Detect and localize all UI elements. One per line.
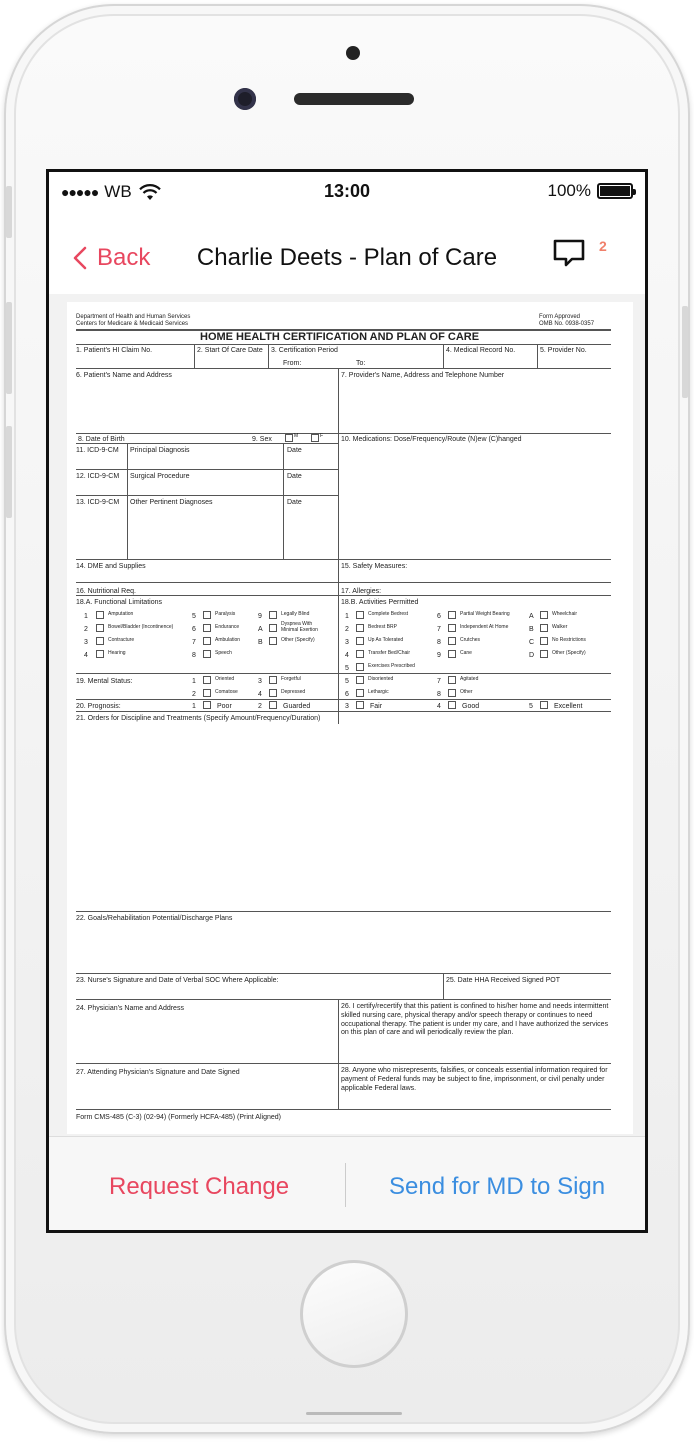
mental-status-checkbox[interactable] xyxy=(203,689,211,697)
field-11-label: 11. ICD-9-CM xyxy=(76,447,119,454)
activity-checkbox[interactable] xyxy=(356,663,364,671)
field-10-label: 10. Medications: Dose/Frequency/Route (N)ew (C)hanged xyxy=(341,436,522,443)
row-rule xyxy=(76,973,611,974)
limitation-label: Paralysis xyxy=(215,611,236,617)
limitation-checkbox[interactable] xyxy=(203,624,211,632)
row-rule xyxy=(76,711,611,712)
prognosis-checkbox[interactable] xyxy=(203,701,211,709)
activity-label: No Restrictions xyxy=(552,637,586,643)
activity-label: Wheelchair xyxy=(552,611,578,617)
activity-label: Partial Weight Bearing xyxy=(460,611,510,617)
field-18b-label: 18.B. Activities Permitted xyxy=(341,599,419,606)
row-rule xyxy=(76,495,338,496)
field-25-label: 25. Date HHA Received Signed POT xyxy=(446,977,561,984)
status-bar xyxy=(49,172,645,212)
activity-label: Walker xyxy=(552,624,568,630)
volume-up-button xyxy=(6,302,12,394)
field-8-label: 8. Date of Birth xyxy=(78,436,125,443)
form-title: HOME HEALTH CERTIFICATION AND PLAN OF CARE xyxy=(200,331,480,343)
mental-status-checkbox[interactable] xyxy=(203,676,211,684)
limitation-number: 3 xyxy=(84,639,88,646)
mental-status-number: 6 xyxy=(345,691,349,698)
bottom-action-bar xyxy=(49,1136,645,1230)
field-2-label: 2. Start Of Care Date xyxy=(197,347,263,354)
sex-m-label: M xyxy=(294,433,299,439)
field-9-label: 9. Sex xyxy=(252,436,272,443)
date-label: Date xyxy=(287,473,302,480)
prognosis-number: 3 xyxy=(345,703,349,710)
mental-status-number: 7 xyxy=(437,678,441,685)
activity-number: 4 xyxy=(345,652,349,659)
col-rule xyxy=(443,973,444,999)
battery-percent: 100% xyxy=(547,181,591,200)
row-rule xyxy=(76,582,611,583)
row-rule xyxy=(76,433,611,434)
app-screen xyxy=(46,169,648,1233)
activity-label: Independent At Home xyxy=(460,624,509,630)
col-rule xyxy=(443,344,444,368)
row-rule xyxy=(76,699,611,700)
prognosis-label: Poor xyxy=(217,703,232,710)
prognosis-number: 1 xyxy=(192,703,196,710)
limitation-label: Hearing xyxy=(108,650,126,656)
mental-status-number: 5 xyxy=(345,678,349,685)
activity-checkbox[interactable] xyxy=(356,624,364,632)
activity-number: B xyxy=(529,626,534,633)
limitation-number: 7 xyxy=(192,639,196,646)
activity-number: 2 xyxy=(345,626,349,633)
plan-of-care-form xyxy=(67,302,633,1134)
prognosis-checkbox[interactable] xyxy=(356,701,364,709)
field-12-label: 12. ICD-9-CM xyxy=(76,473,120,480)
field-27-label: 27. Attending Physician's Signature and Date Signed xyxy=(76,1069,240,1076)
row-rule xyxy=(76,1109,611,1110)
activity-checkbox[interactable] xyxy=(448,650,456,658)
activity-checkbox[interactable] xyxy=(540,637,548,645)
field-24-label: 24. Physician's Name and Address xyxy=(76,1005,184,1012)
activity-label: Cane xyxy=(460,650,472,656)
limitation-label: Legally Blind xyxy=(281,611,310,617)
field-18a-label: 18.A. Functional Limitations xyxy=(76,599,162,606)
limitation-number: 8 xyxy=(192,652,196,659)
prognosis-number: 2 xyxy=(258,703,262,710)
row-rule xyxy=(76,469,338,470)
field-26-certification: 26. I certify/recertify that this patient is confined to his/her home and needs intermittent skilled nursing care, physical therapy and/or speech therapy or continues to need occupational therapy. The patient is under my care, and I have authorized the services on this plan of care and will periodically review the plan. xyxy=(341,1003,609,1037)
approval-line-2: OMB No. 0938-0357 xyxy=(539,321,595,327)
limitation-label: Other (Specify) xyxy=(281,637,315,643)
mental-status-label: Disoriented xyxy=(368,676,394,682)
field-19-label: 19. Mental Status: xyxy=(76,678,133,685)
row-rule xyxy=(76,673,611,674)
row-rule xyxy=(76,368,611,369)
mental-status-checkbox[interactable] xyxy=(356,676,364,684)
field-21-label: 21. Orders for Discipline and Treatments (Specify Amount/Frequency/Duration) xyxy=(76,715,321,722)
field-23-label: 23. Nurse's Signature and Date of Verbal SOC Where Applicable: xyxy=(76,977,279,984)
row-rule xyxy=(76,559,611,560)
proximity-sensor xyxy=(346,46,360,60)
navigation-bar xyxy=(49,212,645,294)
activity-number: 3 xyxy=(345,639,349,646)
mental-status-checkbox[interactable] xyxy=(356,689,364,697)
activity-checkbox[interactable] xyxy=(448,624,456,632)
limitation-number: 2 xyxy=(84,626,88,633)
mental-status-checkbox[interactable] xyxy=(448,676,456,684)
field-16-label: 16. Nutritional Req. xyxy=(76,588,136,595)
row-rule xyxy=(76,595,611,596)
prognosis-number: 5 xyxy=(529,703,533,710)
limitation-number: 1 xyxy=(84,613,88,620)
activity-checkbox[interactable] xyxy=(356,637,364,645)
mental-status-label: Depressed xyxy=(281,689,306,695)
status-time: 13:00 xyxy=(323,181,371,201)
action-divider xyxy=(345,1163,346,1207)
col-rule xyxy=(194,344,195,368)
mute-switch xyxy=(6,186,12,238)
form-footer: Form CMS-485 (C-3) (02-94) (Formerly HCFA-485) (Print Aligned) xyxy=(76,1114,281,1121)
activity-label: Other (Specify) xyxy=(552,650,586,656)
comment-count-badge: 2 xyxy=(599,238,607,254)
mental-status-label: Comatose xyxy=(215,689,238,695)
limitation-checkbox[interactable] xyxy=(203,637,211,645)
page-title: Charlie Deets - Plan of Care xyxy=(196,244,498,271)
back-label: Back xyxy=(97,244,151,271)
field-1-label: 1. Patient's HI Claim No. xyxy=(76,347,153,354)
limitation-checkbox[interactable] xyxy=(96,637,104,645)
field-15-label: 15. Safety Measures: xyxy=(341,563,408,570)
mental-status-number: 4 xyxy=(258,691,262,698)
activity-checkbox[interactable] xyxy=(540,624,548,632)
row-rule xyxy=(76,999,611,1000)
mental-status-checkbox[interactable] xyxy=(269,689,277,697)
limitation-checkbox[interactable] xyxy=(203,650,211,658)
limitation-checkbox[interactable] xyxy=(203,611,211,619)
field-5-label: 5. Provider No. xyxy=(540,347,587,354)
bottom-edge xyxy=(306,1412,402,1415)
limitation-label: Bowel/Bladder (Incontinence) xyxy=(108,624,174,630)
activity-number: 1 xyxy=(345,613,349,620)
limitation-label: Amputation xyxy=(108,611,134,617)
activity-label: Exercises Prescribed xyxy=(368,663,415,669)
activity-checkbox[interactable] xyxy=(448,637,456,645)
col-rule xyxy=(283,443,284,559)
col-rule xyxy=(537,344,538,368)
mental-status-label: Oriented xyxy=(215,676,235,682)
limitation-number: 5 xyxy=(192,613,196,620)
mental-status-label: Forgetful xyxy=(281,676,301,682)
prognosis-checkbox[interactable] xyxy=(540,701,548,709)
field-3-label: 3. Certification Period xyxy=(271,347,338,354)
activity-number: 8 xyxy=(437,639,441,646)
activity-label: Transfer Bed/Chair xyxy=(368,650,411,656)
limitation-checkbox[interactable] xyxy=(96,650,104,658)
row-rule xyxy=(76,344,611,345)
send-for-md-button[interactable]: Send for MD to Sign xyxy=(389,1173,606,1200)
field-20-label: 20. Prognosis: xyxy=(76,703,121,710)
prognosis-label: Guarded xyxy=(283,703,311,710)
limitation-number: 6 xyxy=(192,626,196,633)
sex-f-checkbox[interactable] xyxy=(311,434,319,442)
mental-status-checkbox[interactable] xyxy=(448,689,456,697)
power-button xyxy=(682,306,688,398)
activity-checkbox[interactable] xyxy=(540,611,548,619)
mental-status-label: Other xyxy=(460,689,473,695)
activity-number: A xyxy=(529,613,534,620)
principal-diagnosis-label: Principal Diagnosis xyxy=(130,447,190,454)
other-diagnoses-label: Other Pertinent Diagnoses xyxy=(130,499,213,506)
limitation-checkbox[interactable] xyxy=(96,611,104,619)
activity-number: 9 xyxy=(437,652,441,659)
home-button[interactable] xyxy=(300,1260,408,1368)
col-rule xyxy=(127,443,128,559)
field-3-from: From: xyxy=(283,360,302,367)
activity-checkbox[interactable] xyxy=(356,611,364,619)
date-label: Date xyxy=(287,499,302,506)
signal-strength-icon: ●●●●● xyxy=(61,184,99,200)
mental-status-number: 2 xyxy=(192,691,196,698)
limitation-number: A xyxy=(258,626,263,633)
activity-label: Crutches xyxy=(460,637,481,643)
col-rule xyxy=(338,368,339,559)
limitation-number: 9 xyxy=(258,613,262,620)
activity-label: Up As Tolerated xyxy=(368,637,404,643)
limitation-label: Speech xyxy=(215,650,232,656)
volume-down-button xyxy=(6,426,12,518)
surgical-procedure-label: Surgical Procedure xyxy=(130,473,190,480)
row-rule xyxy=(76,911,611,912)
prognosis-label: Excellent xyxy=(554,703,583,710)
prognosis-label: Fair xyxy=(370,703,383,710)
activity-number: 6 xyxy=(437,613,441,620)
limitation-label: Endurance xyxy=(215,624,240,630)
earpiece-speaker xyxy=(294,93,414,105)
request-change-button[interactable]: Request Change xyxy=(109,1173,290,1200)
prognosis-number: 4 xyxy=(437,703,441,710)
limitation-checkbox[interactable] xyxy=(269,611,277,619)
activity-number: C xyxy=(529,639,535,646)
limitation-label: Contracture xyxy=(108,637,135,643)
battery-icon xyxy=(597,183,633,199)
col-rule xyxy=(338,999,339,1109)
activity-number: 7 xyxy=(437,626,441,633)
front-camera xyxy=(234,88,256,110)
agency-line-1: Department of Health and Human Services xyxy=(76,314,191,320)
row-rule xyxy=(76,443,338,444)
limitation-label: Dyspnea With Minimal Exertion xyxy=(281,621,318,633)
mental-status-label: Lethargic xyxy=(368,689,389,695)
sex-f-label: F xyxy=(320,433,324,439)
field-22-label: 22. Goals/Rehabilitation Potential/Discharge Plans xyxy=(76,915,233,922)
activity-checkbox[interactable] xyxy=(448,611,456,619)
mental-status-label: Agitated xyxy=(460,676,479,682)
limitation-checkbox[interactable] xyxy=(269,624,277,632)
field-14-label: 14. DME and Supplies xyxy=(76,563,146,570)
activity-checkbox[interactable] xyxy=(540,650,548,658)
field-7-label: 7. Provider's Name, Address and Telephone Number xyxy=(341,372,505,379)
sex-m-checkbox[interactable] xyxy=(285,434,293,442)
mental-status-number: 3 xyxy=(258,678,262,685)
activity-label: Complete Bedrest xyxy=(368,611,409,617)
field-13-label: 13. ICD-9-CM xyxy=(76,499,120,506)
agency-line-2: Centers for Medicare & Medicaid Services xyxy=(76,321,189,327)
limitation-number: B xyxy=(258,639,263,646)
row-rule xyxy=(76,1063,611,1064)
date-label: Date xyxy=(287,447,302,454)
mental-status-number: 8 xyxy=(437,691,441,698)
field-28-warning: 28. Anyone who misrepresents, falsifies, or conceals essential information required for payment of Federal funds may be subject to fine, imprisonment, or civil penalty under applicable Federal laws. xyxy=(341,1067,608,1092)
limitation-label: Ambulation xyxy=(215,637,241,643)
carrier-name: WB xyxy=(104,182,132,201)
activity-label: Bedrest BRP xyxy=(368,624,397,630)
mental-status-checkbox[interactable] xyxy=(269,676,277,684)
activity-number: 5 xyxy=(345,665,349,672)
field-3-to: To: xyxy=(356,360,366,367)
prognosis-label: Good xyxy=(462,703,480,710)
col-rule xyxy=(268,344,269,368)
comment-icon[interactable] xyxy=(552,236,586,270)
prognosis-checkbox[interactable] xyxy=(269,701,277,709)
field-6-label: 6. Patient's Name and Address xyxy=(76,372,172,379)
limitation-checkbox[interactable] xyxy=(269,637,277,645)
field-17-label: 17. Allergies: xyxy=(341,588,382,595)
prognosis-checkbox[interactable] xyxy=(448,701,456,709)
activity-checkbox[interactable] xyxy=(356,650,364,658)
activity-number: D xyxy=(529,652,535,659)
mental-status-number: 1 xyxy=(192,678,196,685)
limitation-checkbox[interactable] xyxy=(96,624,104,632)
approval-line-1: Form Approved xyxy=(539,314,581,320)
field-4-label: 4. Medical Record No. xyxy=(446,347,516,354)
limitation-number: 4 xyxy=(84,652,88,659)
